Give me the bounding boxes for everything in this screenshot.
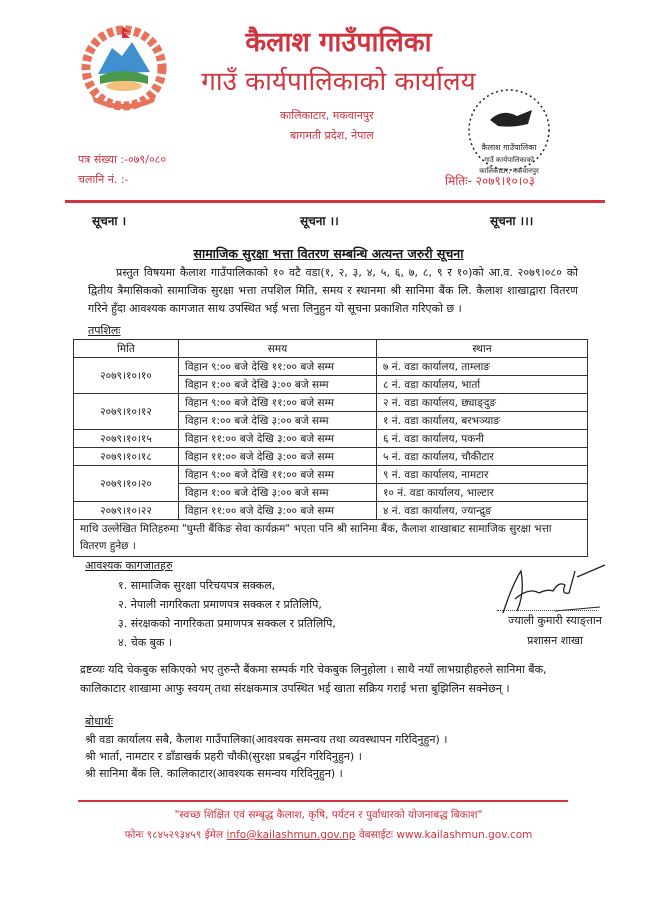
table-header-row (74, 340, 588, 358)
schedule-time: विहान ९:०० बजे देखि ११:०० बजे सम्म (179, 358, 377, 376)
list-item: श्री वडा कार्यालय सबै, कैलाश गाउँपालिका(आवश्यक समन्वय तथा व्यवस्थापन गरिदिनुहुन) । (85, 733, 448, 746)
schedule-place: ४ नं. वडा कार्यालय, ज्यान्द्रुङ (377, 502, 588, 520)
schedule-place: ५ नं. वडा कार्यालय, चौकीटार (377, 448, 588, 466)
cc-list (85, 731, 447, 782)
municipality-title: कैलाश गाउँपालिका (245, 27, 432, 58)
letter-date: मितिः- २०७९।१०।०३ (445, 174, 535, 188)
signatory-name: ज्याली कुमारी स्याङ्तान (508, 614, 602, 627)
schedule-date: २०७९।१०।१८ (74, 448, 179, 466)
header-date: मिति (74, 340, 179, 358)
schedule-date: २०७९।१०।२२ (74, 502, 179, 520)
schedule-time: विहान १:०० बजे देखि ३:०० बजे सम्म (179, 484, 377, 502)
footer-contact (0, 828, 657, 842)
required-documents-heading: आवश्यक कागजातहरु (85, 559, 173, 572)
signature-line (497, 610, 597, 611)
details-label: तपशिलः (88, 324, 121, 337)
table-row (74, 358, 588, 376)
table-row (74, 430, 588, 448)
important-note: द्रष्टव्यः यदि चेकबुक सकिएको भए तुरुन्तै बैंकमा सम्पर्क गरि चेकबुक लिनुहोला । साथै नयाँ लाभग्राहीहरुले सानिमा बैंक, कालिकाटार शाखामा आफु स्वयम् तथा संरक्षकमात्र उपस्थित भई खाता सक्रिय गराई भत्ता बुझिलिन सक्नेछन् । (80, 663, 547, 695)
phone-number: फोनः ९८४५२९३४५९ (124, 829, 202, 841)
schedule-place: ७ नं. वडा कार्यालय, ताम्लाङ (377, 358, 588, 376)
schedule-place: १० नं. वडा कार्यालय, भाल्टार (377, 484, 588, 502)
schedule-place: ८ नं. वडा कार्यालय, भार्ता (377, 376, 588, 394)
table-row (74, 466, 588, 484)
schedule-date: २०७९।१०।१५ (74, 430, 179, 448)
table-row (74, 502, 588, 520)
svg-text:कैलाश गाउँपालिका: कैलाश गाउँपालिका (481, 143, 537, 152)
email-link[interactable]: info@kailashmun.gov.np (226, 829, 356, 841)
header-time: समय (179, 340, 377, 358)
distribution-schedule-table (73, 339, 588, 557)
footer-motto: "स्वच्छ शिक्षित एवं सम्बृद्ध कैलाश, कृषि, पर्यटन र पुर्वाधारको योजनाबद्ध बिकाश" (174, 809, 483, 821)
cc-heading: बोधार्थः (85, 715, 113, 728)
schedule-time: विहान ९:०० बजे देखि ११:०० बजे सम्म (179, 466, 377, 484)
email-label: ईमेल (204, 829, 224, 841)
dispatch-number: चलानि नं. :- (78, 173, 129, 186)
website-link[interactable]: www.kailashmun.gov.com (396, 829, 533, 841)
schedule-date: २०७९।१०।१० (74, 358, 179, 394)
schedule-date: २०७९।१०।१२ (74, 394, 179, 430)
svg-text:गाउँ कार्यपालिकाको: गाउँ कार्यपालिकाको (484, 156, 534, 164)
website-label: वेबसाईटः (358, 829, 394, 841)
list-item: २. नेपाली नागरिकता प्रमाणपत्र सक्कल र प्रतिलिपि, (118, 598, 322, 611)
table-row (74, 394, 588, 412)
notice-heading-1: सूचना । (92, 214, 127, 228)
schedule-time: विहान ११:०० बजे देखि ३:०० बजे सम्म (179, 502, 377, 520)
schedule-time: विहान १:०० बजे देखि ३:०० बजे सम्म (179, 412, 377, 430)
schedule-place: ६ नं. वडा कार्यालय, पकनी (377, 430, 588, 448)
schedule-time: विहान ९:०० बजे देखि ११:०० बजे सम्म (179, 394, 377, 412)
schedule-time: विहान १:०० बजे देखि ३:०० बजे सम्म (179, 376, 377, 394)
schedule-time: विहान ११:०० बजे देखि ३:०० बजे सम्म (179, 448, 377, 466)
schedule-date: २०७९।१०।२० (74, 466, 179, 502)
schedule-footnote: माथि उल्लेखित मितिहरुमा "घुम्ती बैंकिङ सेवा कार्यक्रम" भएता पनि श्री सानिमा बैंक, कैलाश शाखाबाट सामाजिक सुरक्षा भत्ता वितरण हुनेछ । (74, 520, 588, 557)
notice-subject: सामाजिक सुरक्षा भत्ता वितरण सम्बन्धि अत्यन्त जरुरी सूचना (193, 246, 464, 261)
signatory-department: प्रशासन शाखा (527, 634, 583, 647)
address-line-1: कालिकाटार, मकवानपुर (280, 109, 374, 122)
schedule-time: विहान ११:०० बजे देखि ३:०० बजे सम्म (179, 430, 377, 448)
intro-paragraph: प्रस्तुत विषयमा कैलाश गाउँपालिकाको १० वटै वडा(१, २, ३, ४, ५, ६, ७, ८, ९ र १०)को आ.व. २०७९।०८० को द्वितीय त्रैमासिकको सामाजिक सुरक्षा भत्ता तपशिल मिति, समय र स्थानमा श्री सानिमा बैंक लि. कैलाश शाखाद्वारा वितरण गरिने हुँदा आवश्यक कागजात साथ उपस्थित भई भत्ता लिनुहुन यो सूचना प्रकाशित गरिएको छ । (88, 266, 578, 315)
notice-heading-2: सूचना ।। (300, 214, 339, 228)
header-place: स्थान (377, 340, 588, 358)
list-item: १. सामाजिक सुरक्षा परिचयपत्र सक्कल, (118, 579, 276, 592)
list-item: श्री भार्ता, नामटार र डाँडाखर्क प्रहरी चौकी(सुरक्षा प्रबर्द्धन गरिदिनुहुन) । (85, 750, 362, 763)
list-item: श्री सानिमा बैंक लि. कालिकाटार(आवश्यक समन्वय गरिदिनुहुन) । (85, 767, 343, 780)
list-item: ३. संरक्षकको नागरिकता प्रमाणपत्र सक्कल र प्रतिलिपि, (118, 617, 336, 630)
address-line-2: बागमती प्रदेश, नेपाल (290, 129, 374, 142)
schedule-place: ९ नं. वडा कार्यालय, नामटार (377, 466, 588, 484)
table-footnote-row (74, 520, 588, 557)
office-title: गाउँ कार्यपालिकाको कार्यालय (201, 67, 476, 97)
schedule-place: १ नं. वडा कार्यालय, बरभञ्याङ (377, 412, 588, 430)
table-row (74, 448, 588, 466)
notice-heading-3: सूचना ।।। (490, 214, 534, 228)
letter-number: पत्र संख्या :-०७९/०८० (78, 153, 167, 166)
header-divider (65, 200, 605, 203)
list-item: ४. चेक बुक । (118, 636, 173, 649)
required-documents-list (118, 576, 336, 652)
footer-divider (78, 800, 568, 802)
svg-text:कालिकाटार, मकवानपुर: कालिकाटार, मकवानपुर (479, 167, 539, 175)
schedule-place: २ नं. वडा कार्यालय, छ्याङ्दुङ (377, 394, 588, 412)
